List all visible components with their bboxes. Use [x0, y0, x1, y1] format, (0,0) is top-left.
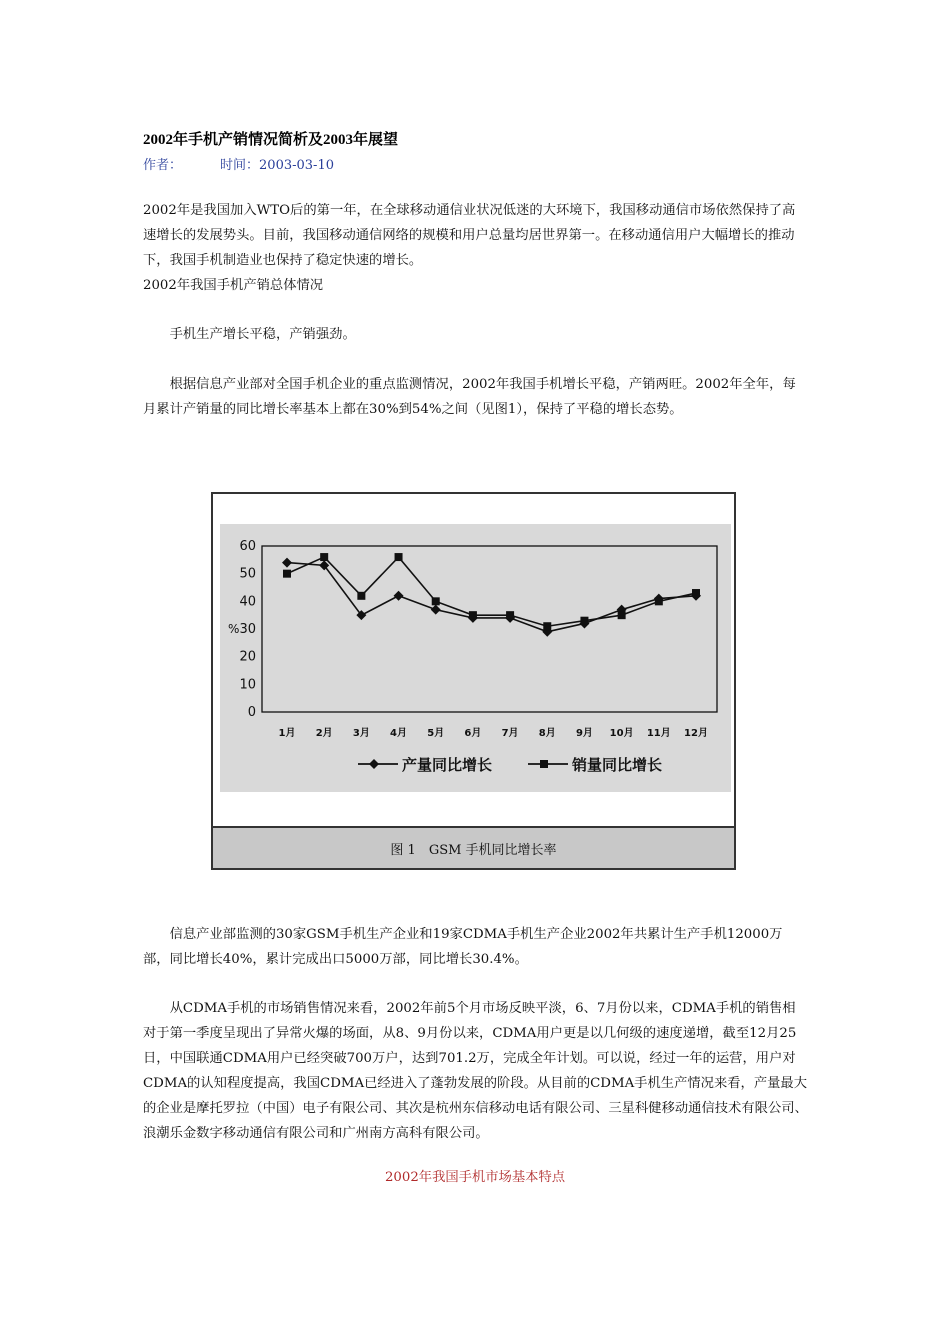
x-tick-label: 6月: [464, 728, 482, 739]
x-tick-label: 3月: [352, 728, 370, 739]
lead-sentence: 手机生产增长平稳，产销强劲。: [169, 327, 356, 342]
figure-1: [211, 492, 736, 870]
x-tick-label: 8月: [538, 728, 556, 739]
x-tick-label: 9月: [575, 728, 593, 739]
growth-line-chart: [220, 524, 731, 792]
x-tick-label: 11月: [646, 728, 671, 739]
data-point-square: [469, 611, 477, 619]
data-point-square: [395, 553, 403, 561]
y-tick-label: 10: [239, 677, 256, 693]
series-line-diamond: [287, 563, 696, 632]
data-point-square: [357, 592, 365, 600]
series-line-square: [287, 557, 696, 626]
data-point-square: [320, 553, 328, 561]
data-point-square: [580, 617, 588, 625]
x-tick-label: 5月: [427, 728, 445, 739]
figure-caption: 图 1 GSM 手机同比增长率: [213, 826, 734, 868]
legend-label: 销量同比增长: [572, 756, 663, 774]
section-subtitle: 2002年我国手机产销总体情况: [143, 278, 324, 293]
data-point-square: [283, 570, 291, 578]
production-paragraph: 信息产业部监测的30家GSM手机生产企业和19家CDMA手机生产企业2002年共累计生产手机12000万部，同比增长40%，累计完成出口5000万部，同比增长30.4%。: [143, 927, 783, 967]
data-point-square: [506, 611, 514, 619]
intro-paragraph: 2002年是我国加入WTO后的第一年，在全球移动通信业状况低迷的大环境下，我国移动通信市场依然保持了高速增长的发展势头。目前，我国移动通信网络的规模和用户总量均居世界第一。在移动通信用户大幅增长的推动下，我国手机制造业也保持了稳定快速的增长。: [143, 203, 796, 268]
y-tick-label: 50: [239, 566, 256, 582]
data-point-square: [692, 589, 700, 597]
legend-label: 产量同比增长: [402, 756, 493, 774]
article-date: 2003-03-10: [259, 158, 334, 173]
section-heading-link[interactable]: 2002年我国手机市场基本特点: [384, 1170, 566, 1185]
data-point-square: [618, 611, 626, 619]
monitoring-paragraph: 根据信息产业部对全国手机企业的重点监测情况，2002年我国手机增长平稳，产销两旺。2002年全年，每月累计产销量的同比增长率基本上都在30%到54%之间（见图1），保持了平稳的增长态势。: [143, 377, 796, 417]
x-tick-label: 12月: [684, 728, 708, 739]
cdma-paragraph: 从CDMA手机的市场销售情况来看，2002年前5个月市场反映平淡，6、7月份以来，CDMA手机的销售相对于第一季度呈现出了异常火爆的场面，从8、9月份以来，CDMA用户更是以几何级的速度递增，截至12月25日，中国联通CDMA用户已经突破700万户，达到701.2万，完成全年计划。可以说，经过一年的运营，用户对CDMA的认知程度提高，我国CDMA已经进入了蓬勃发展的阶段。从目前的CDMA手机生产情况来看，产量最大的企业是摩托罗拉（中国）电子有限公司、其次是杭州东信移动电话有限公司、三星科健移动通信技术有限公司、浪潮乐金数字移动通信有限公司和广州南方高科有限公司。: [143, 1001, 808, 1141]
y-tick-label: 0: [247, 705, 256, 720]
data-point-square: [543, 622, 551, 630]
author-label: 作者：: [143, 158, 183, 173]
time-label: 时间：: [220, 158, 260, 173]
y-tick-label: 20: [239, 649, 256, 665]
data-point-diamond: [282, 558, 292, 568]
y-axis-label: %: [228, 622, 240, 636]
data-point-square: [655, 597, 663, 605]
data-point-diamond: [394, 591, 404, 601]
x-tick-label: 7月: [501, 728, 519, 739]
x-tick-label: 10月: [609, 728, 634, 739]
article-meta: [143, 154, 334, 173]
x-tick-label: 1月: [278, 728, 296, 739]
article-title: 2002年手机产销情况简析及2003年展望: [143, 132, 399, 148]
x-tick-label: 2月: [315, 728, 333, 739]
plot-frame: [262, 546, 717, 712]
y-tick-label: 40: [239, 594, 256, 610]
data-point-diamond: [431, 605, 441, 615]
chart-area: [220, 524, 731, 792]
data-point-square: [432, 597, 440, 605]
legend-marker-square: [540, 760, 548, 768]
x-tick-label: 4月: [390, 728, 408, 739]
legend-marker-diamond: [369, 759, 379, 769]
y-tick-label: 60: [239, 539, 256, 554]
y-tick-label: 30: [239, 622, 256, 637]
